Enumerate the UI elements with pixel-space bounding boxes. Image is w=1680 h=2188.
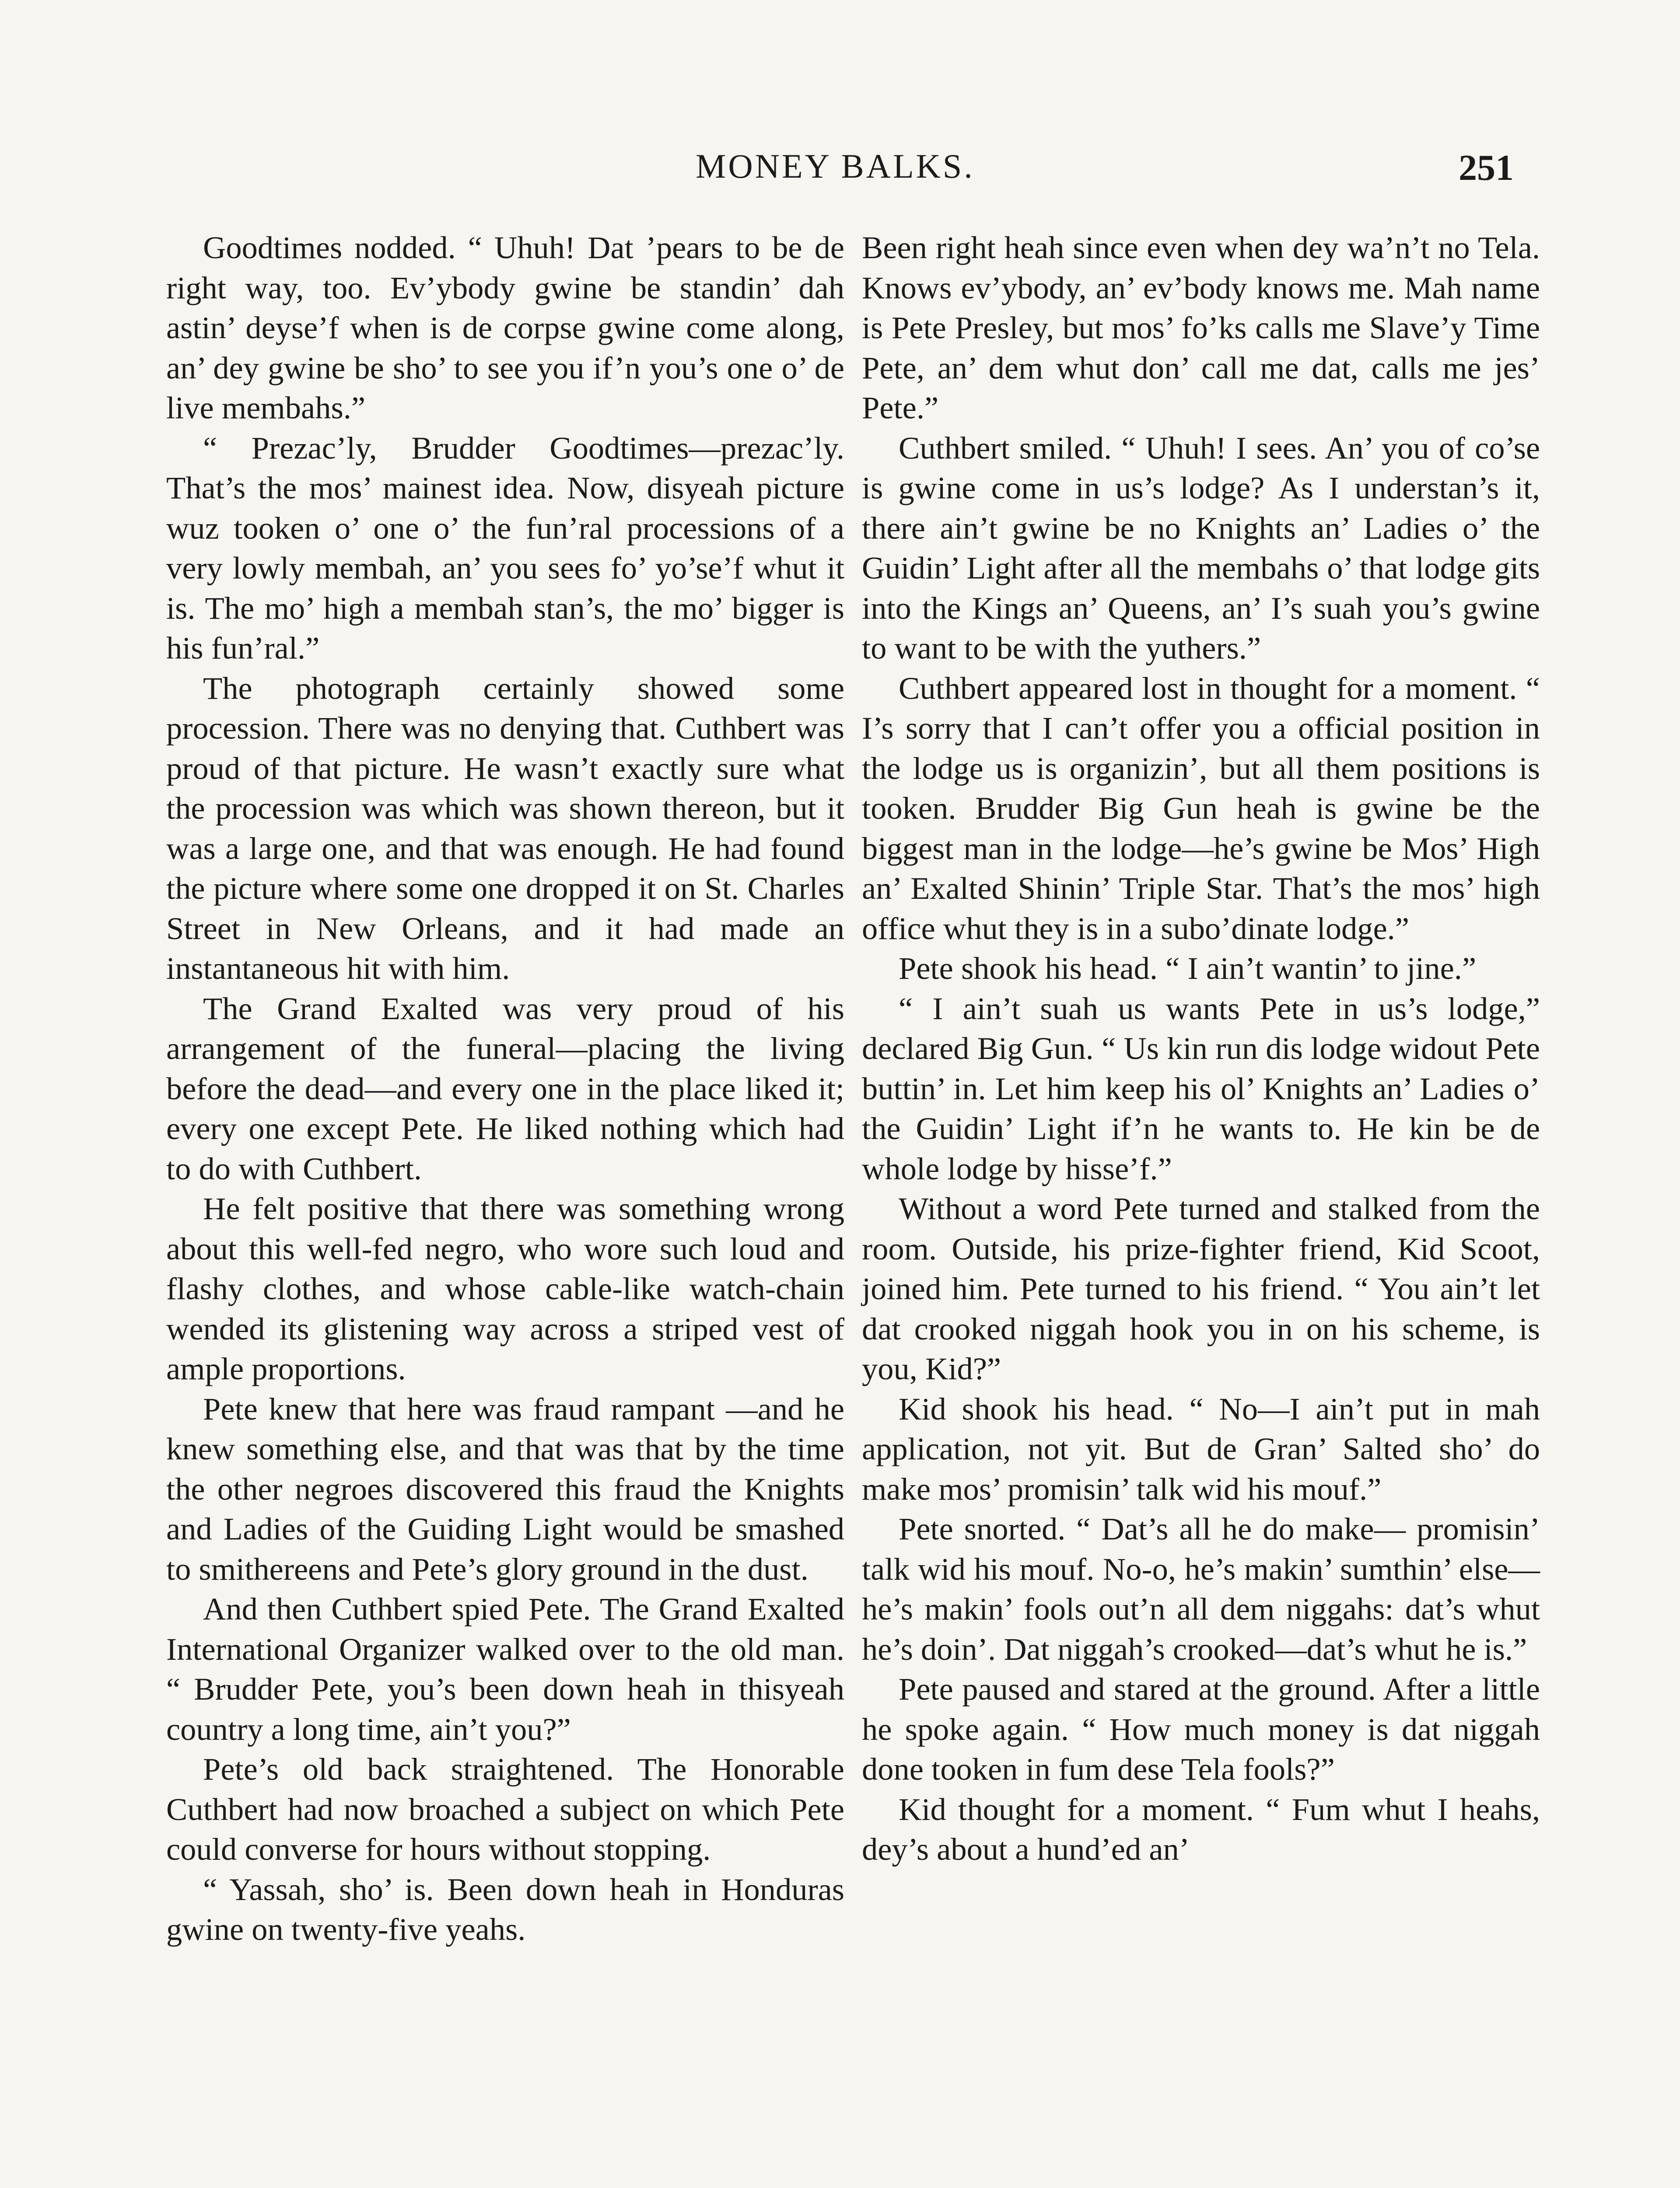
- paragraph: And then Cuthbert spied Pete. The Grand Exalted International Organizer walked over to the old man. “ Brudder Pete, you’s been down heah in thisyeah country a long time, ain’t you?”: [166, 1591, 844, 1747]
- paragraph: Pete snorted. “ Dat’s all he do make— promisin’ talk wid his mouf. No-o, he’s makin’ sumthin’ else—he’s makin’ fools out’n all dem niggahs: dat’s whut he’s doin’. Dat niggah’s crooked—dat’s whut he is.”: [862, 1511, 1540, 1667]
- paragraph: Pete shook his head. “ I ain’t wantin’ to jine.”: [899, 950, 1477, 986]
- paragraph: Kid shook his head. “ No—I ain’t put in mah application, not yit. But de Gran’ Salted sho’ do make mos’ promisin’ talk wid his mouf.”: [862, 1391, 1540, 1507]
- paragraph: Pete’s old back straightened. The Honorable Cuthbert had now broached a subject on which Pete could converse for hours without stopping.: [166, 1751, 844, 1867]
- paragraph: Without a word Pete turned and stalked from the room. Outside, his prize-fighter friend, Kid Scoot, joined him. Pete turned to his friend. “ You ain’t let dat crooked niggah hook you in on his scheme, is you, Kid?”: [862, 1191, 1540, 1386]
- left-column: [166, 228, 844, 1950]
- paragraph: Cuthbert appeared lost in thought for a moment. “ I’s sorry that I can’t offer you a official position in the lodge us is organizin’, but all them positions is tooken. Brudder Big Gun heah is gwine be the biggest man in the lodge—he’s gwine be Mos’ High an’ Exalted Shinin’ Triple Star. That’s the mos’ high office whut they is in a subo’dinate lodge.”: [862, 670, 1540, 946]
- page-number: 251: [1459, 147, 1514, 188]
- paragraph: Cuthbert smiled. “ Uhuh! I sees. An’ you of co’se is gwine come in us’s lodge? As I understan’s it, there ain’t gwine be no Knights an’ Ladies o’ the Guidin’ Light after all the membahs o’ that lodge gits into the Kings an’ Queens, an’ I’s suah you’s gwine to want to be with the yuthers.”: [862, 430, 1540, 666]
- paragraph: “ Prezac’ly, Brudder Goodtimes—prezac’ly. That’s the mos’ mainest idea. Now, disyeah picture wuz tooken o’ one o’ the fun’ral processions of a very lowly membah, an’ you sees fo’ yo’se’f whut it is. The mo’ high a membah stan’s, the mo’ bigger is his fun’ral.”: [166, 430, 844, 666]
- page-header: [0, 147, 1680, 199]
- paragraph: “ Yassah, sho’ is. Been down heah in Honduras gwine on twenty-five yeahs.: [166, 1871, 844, 1947]
- right-column: [862, 228, 1540, 1869]
- paragraph: The photograph certainly showed some procession. There was no denying that. Cuthbert was proud of that picture. He wasn’t exactly sure what the procession was which was shown thereon, but it was a large one, and that was enough. He had found the picture where some one dropped it on St. Charles Street in New Orleans, and it had made an instantaneous hit with him.: [166, 670, 844, 986]
- paragraph: He felt positive that there was something wrong about this well-fed negro, who wore such loud and flashy clothes, and whose cable-like watch-chain wended its glistening way across a striped vest of ample proportions.: [166, 1191, 844, 1386]
- paragraph: Pete knew that here was fraud rampant —and he knew something else, and that was that by the time the other negroes discovered this fraud the Knights and Ladies of the Guiding Light would be smashed to smithereens and Pete’s glory ground in the dust.: [166, 1391, 844, 1587]
- paragraph: Goodtimes nodded. “ Uhuh! Dat ’pears to be de right way, too. Ev’ybody gwine be standin’ dah astin’ deyse’f when is de corpse gwine come along, an’ dey gwine be sho’ to see you if’n you’s one o’ de live membahs.”: [166, 230, 844, 425]
- paragraph: “ I ain’t suah us wants Pete in us’s lodge,” declared Big Gun. “ Us kin run dis lodge widout Pete buttin’ in. Let him keep his ol’ Knights an’ Ladies o’ the Guidin’ Light if’n he wants to. He kin be de whole lodge by hisse’f.”: [862, 990, 1540, 1186]
- paragraph: The Grand Exalted was very proud of his arrangement of the funeral—placing the living before the dead—and every one in the place liked it; every one except Pete. He liked nothing which had to do with Cuthbert.: [166, 990, 844, 1186]
- paragraph-continued: Been right heah since even when dey wa’n’t no Tela. Knows ev’ybody, an’ ev’body knows me. Mah name is Pete Presley, but mos’ fo’ks calls me Slave’y Time Pete, an’ dem whut don’ call me dat, calls me jes’ Pete.”: [862, 230, 1540, 425]
- running-head: MONEY BALKS.: [696, 147, 975, 185]
- paragraph: Pete paused and stared at the ground. After a little he spoke again. “ How much money is dat niggah done tooken in fum dese Tela fools?”: [862, 1671, 1540, 1787]
- paragraph: Kid thought for a moment. “ Fum whut I heahs, dey’s about a hund’ed an’: [862, 1791, 1540, 1867]
